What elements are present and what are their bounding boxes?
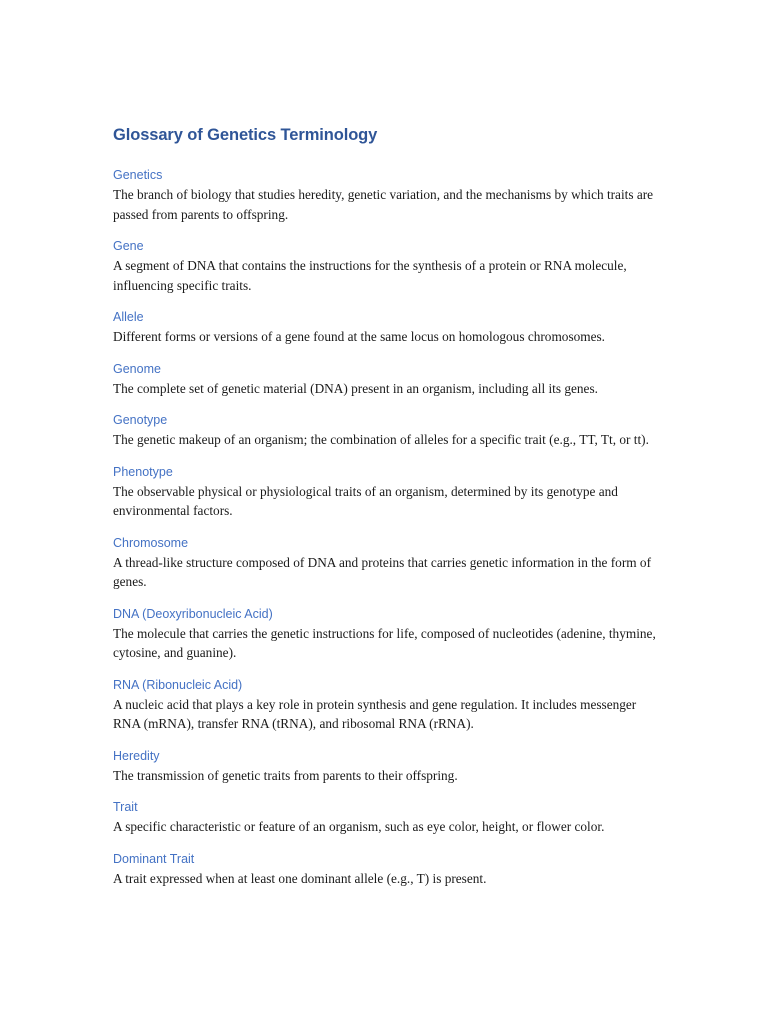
document-content — [113, 124, 663, 901]
glossary-definition: The observable physical or physiological traits of an organism, determined by its genotype and environmental factors. — [113, 483, 618, 518]
glossary-term: RNA (Ribonucleic Acid) — [113, 677, 243, 692]
glossary-definition: The genetic makeup of an organism; the combination of alleles for a specific trait (e.g., TT, Tt, or tt). — [113, 432, 649, 447]
document-title: Glossary of Genetics Terminology — [113, 126, 378, 144]
glossary-term: Phenotype — [113, 464, 173, 479]
glossary-entry — [113, 166, 663, 224]
glossary-definition: A specific characteristic or feature of an organism, such as eye color, height, or flower color. — [113, 819, 605, 834]
glossary-definition: The branch of biology that studies heredity, genetic variation, and the mechanisms by which traits are passed from parents to offspring. — [113, 187, 654, 222]
glossary-term: Gene — [113, 239, 144, 253]
glossary-term: Heredity — [113, 748, 160, 763]
glossary-entry — [113, 676, 663, 734]
glossary-term: Genotype — [113, 413, 168, 427]
glossary-term: Allele — [113, 310, 144, 324]
glossary-definition: The transmission of genetic traits from parents to their offspring. — [113, 767, 458, 783]
glossary-entry — [113, 360, 663, 399]
glossary-definition: Different forms or versions of a gene found at the same locus on homologous chromosomes. — [113, 329, 606, 344]
glossary-entry — [113, 534, 663, 592]
glossary-entry — [113, 411, 663, 450]
glossary-entry — [113, 308, 663, 347]
glossary-definition: The complete set of genetic material (DNA) present in an organism, including all its genes. — [113, 380, 598, 396]
glossary-definition: A segment of DNA that contains the instructions for the synthesis of a protein or RNA molecule, influencing specific traits. — [113, 258, 627, 293]
glossary-definition: The molecule that carries the genetic instructions for life, composed of nucleotides (adenine, thymine, cytosine, and guanine). — [113, 625, 656, 660]
glossary-entry — [113, 850, 663, 889]
glossary-entry — [113, 747, 663, 786]
glossary-term: Chromosome — [113, 535, 189, 550]
glossary-term: Trait — [113, 800, 138, 814]
glossary-term: Dominant Trait — [113, 851, 195, 866]
glossary-entry — [113, 798, 663, 837]
glossary-definition: A thread-like structure composed of DNA and proteins that carries genetic information in the form of genes. — [113, 554, 651, 589]
glossary-definition: A nucleic acid that plays a key role in protein synthesis and gene regulation. It includes messenger RNA (mRNA), transfer RNA (tRNA), and ribosomal RNA (rRNA). — [113, 696, 637, 731]
glossary-term: Genetics — [113, 168, 163, 182]
glossary-term: DNA (Deoxyribonucleic Acid) — [113, 606, 273, 621]
glossary-term: Genome — [113, 361, 161, 376]
glossary-entry — [113, 237, 663, 295]
glossary-entry — [113, 605, 663, 663]
glossary-definition: A trait expressed when at least one dominant allele (e.g., T) is present. — [113, 870, 487, 886]
glossary-entry — [113, 463, 663, 521]
